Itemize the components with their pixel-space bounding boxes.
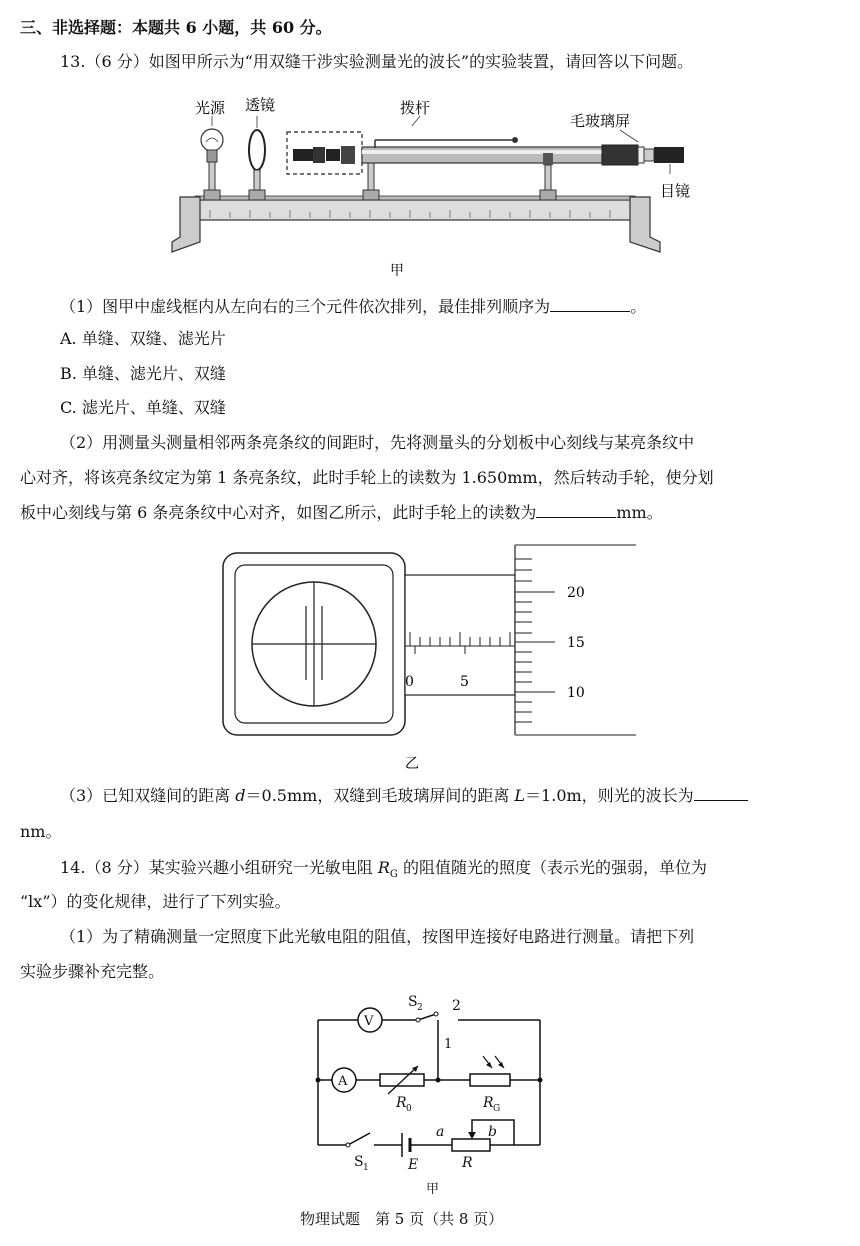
eyepiece bbox=[654, 147, 684, 163]
svg-text:V: V bbox=[364, 1014, 374, 1029]
option-c: C. 滤光片、单缝、双缝 bbox=[60, 398, 226, 417]
main-scale-0: 0 bbox=[405, 674, 414, 690]
svg-text:E: E bbox=[408, 1157, 419, 1173]
answer-blank-2[interactable] bbox=[536, 503, 616, 518]
svg-text:A: A bbox=[338, 1074, 348, 1089]
svg-text:2: 2 bbox=[417, 1003, 423, 1013]
q14-part1-line2: 实验步骤补充完整。 bbox=[20, 962, 165, 981]
answer-blank-1[interactable] bbox=[550, 297, 630, 312]
svg-text:2: 2 bbox=[452, 998, 461, 1014]
double-slit-apparatus-figure bbox=[150, 92, 710, 277]
optical-bench-rail bbox=[195, 200, 635, 220]
q13-part2-line1: （2）用测量头测量相邻两条亮条纹的间距时，先将测量头的分划板中心刻线与某亮条纹中 bbox=[60, 433, 695, 452]
svg-text:b: b bbox=[488, 1124, 497, 1140]
svg-text:1: 1 bbox=[444, 1037, 453, 1052]
light-bulb bbox=[201, 129, 223, 151]
micrometer-reading-figure bbox=[220, 540, 640, 775]
label-lever: 拨杆 bbox=[400, 99, 431, 117]
figure-caption-jia: 甲 bbox=[390, 263, 404, 277]
lens bbox=[249, 130, 265, 170]
resistor-R0 bbox=[380, 1074, 424, 1086]
svg-text:a: a bbox=[436, 1124, 445, 1140]
q13-part1: （1）图甲中虚线框内从左向右的三个元件依次排列，最佳排列顺序为 。 bbox=[60, 297, 647, 316]
q13-part2-line2: 心对齐，将该亮条纹定为第 1 条亮条纹，此时手轮上的读数为 1.650mm，然后转动手轮，使分划 bbox=[20, 468, 714, 487]
q13-part3-unit: nm。 bbox=[20, 822, 62, 841]
thimble-20: 20 bbox=[567, 585, 585, 601]
svg-text:S: S bbox=[354, 1154, 364, 1170]
circuit-diagram bbox=[300, 990, 560, 1198]
thimble-10: 10 bbox=[567, 685, 585, 701]
figure-caption-yi: 乙 bbox=[405, 756, 419, 772]
answer-blank-3[interactable] bbox=[694, 786, 748, 801]
label-eyepiece: 目镜 bbox=[660, 182, 691, 200]
photoresistor-RG bbox=[470, 1074, 510, 1086]
main-scale-5: 5 bbox=[460, 674, 469, 690]
light-tube bbox=[362, 147, 602, 163]
q13-part2-line3: 板中心刻线与第 6 条亮条纹中心对齐，如图乙所示，此时手轮上的读数为 mm。 bbox=[20, 503, 663, 522]
label-frosted-screen: 毛玻璃屏 bbox=[570, 112, 631, 130]
page-footer: 物理试题 第 5 页（共 8 页） bbox=[300, 1210, 504, 1228]
rheostat-R bbox=[452, 1139, 490, 1151]
section-header: 三、非选择题：本题共 6 小题，共 60 分。 bbox=[20, 18, 332, 37]
svg-text:G: G bbox=[493, 1104, 501, 1114]
thimble-15: 15 bbox=[567, 635, 585, 651]
q14-part1-line1: （1）为了精确测量一定照度下此光敏电阻的阻值，按图甲连接好电路进行测量。请把下列 bbox=[60, 927, 695, 946]
q13-part3: （3）已知双缝间的距离 d＝0.5mm，双缝到毛玻璃屏间的距离 L＝1.0m，则光的波长为 bbox=[60, 785, 748, 807]
svg-text:甲: 甲 bbox=[426, 1182, 440, 1197]
svg-text:1: 1 bbox=[363, 1163, 369, 1173]
svg-text:R: R bbox=[396, 1095, 407, 1111]
q13-stem: 13.（6 分）如图甲所示为“用双缝干涉实验测量光的波长”的实验装置，请回答以下问题。 bbox=[60, 52, 694, 71]
label-lens: 透镜 bbox=[245, 96, 276, 114]
option-b: B. 单缝、滤光片、双缝 bbox=[60, 364, 226, 383]
label-light-source: 光源 bbox=[195, 99, 226, 117]
q14-stem-line1: 14.（8 分）某实验兴趣小组研究一光敏电阻 $R_G$ 的阻值随光的照度（表示光的强弱，单位为 bbox=[60, 858, 707, 881]
svg-text:S: S bbox=[408, 994, 418, 1010]
q14-stem-line2: “lx”）的变化规律，进行了下列实验。 bbox=[20, 892, 291, 911]
svg-text:R: R bbox=[462, 1155, 473, 1171]
svg-text:R: R bbox=[483, 1095, 494, 1111]
svg-text:0: 0 bbox=[406, 1104, 412, 1114]
option-a: A. 单缝、双缝、滤光片 bbox=[60, 329, 226, 348]
